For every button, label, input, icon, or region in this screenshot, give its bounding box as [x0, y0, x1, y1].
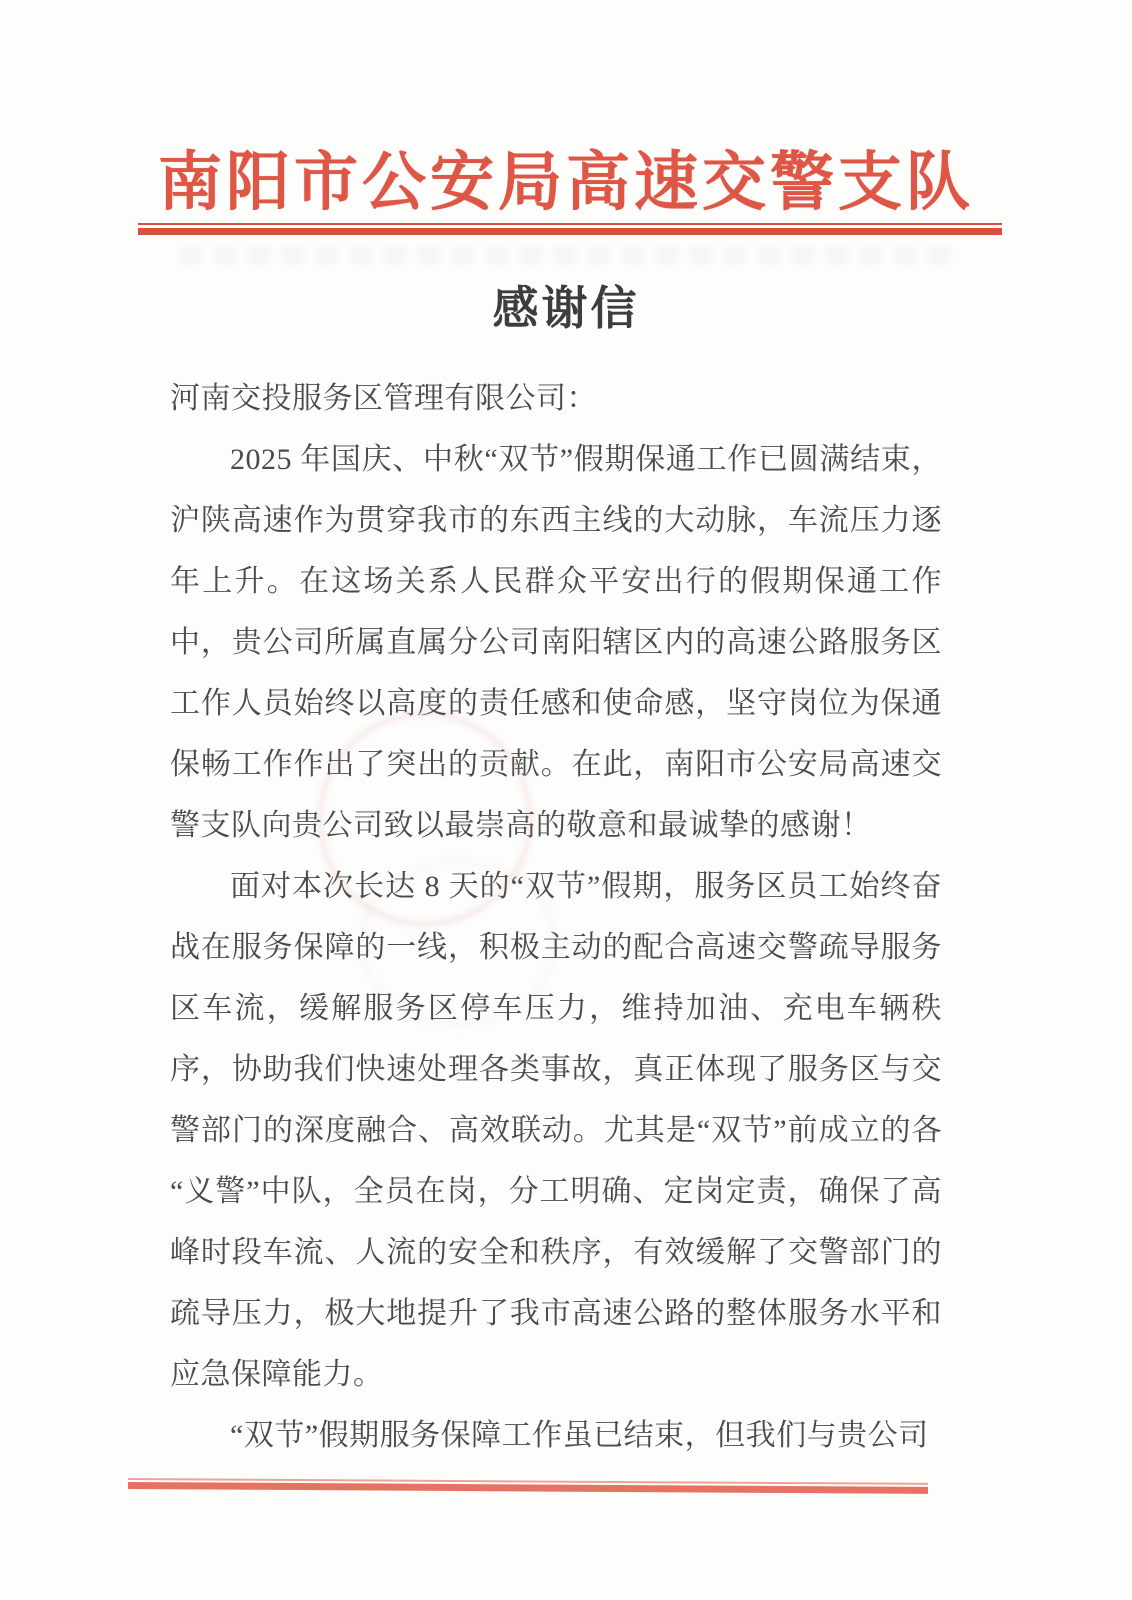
footer-rule: [128, 1478, 928, 1494]
page-bleedthrough-smudge: [180, 246, 960, 264]
body-paragraph-2: 面对本次长达 8 天的“双节”假期，服务区员工始终奋战在服务保障的一线，积极主动的配合高速交警疏导服务区车流，缓解服务区停车压力，维持加油、充电车辆秩序，协助我们快速处理各类事故，真正体现了服务区与交警部门的深度融合、高效联动。尤其是“双节”前成立的各“义警”中队，全员在岗，分工明确、定岗定责，确保了高峰时段车流、人流的安全和秩序，有效缓解了交警部门的疏导压力，极大地提升了我市高速公路的整体服务水平和应急保障能力。: [170, 870, 942, 1391]
body-paragraph-1: 2025 年国庆、中秋“双节”假期保通工作已圆满结束，沪陕高速作为贯穿我市的东西主线的大动脉，车流压力逐年上升。在这场关系人民群众平安出行的假期保通工作中，贵公司所属直属分公司南阳辖区内的高速公路服务区工作人员始终以高度的责任感和使命感，坚守岗位为保通保畅工作作出了突出的贡献。在此，南阳市公安局高速交警支队向贵公司致以最崇高的敬意和最诚挚的感谢！: [170, 443, 942, 842]
letter-title: 感谢信: [492, 283, 640, 334]
letter-body: [170, 368, 942, 1466]
salutation-line: 河南交投服务区管理有限公司：: [170, 382, 597, 415]
letterhead-title: 南阳市公安局高速交警支队: [158, 147, 974, 218]
letterhead-rule-thin-line: [138, 223, 1002, 225]
letterhead-double-rule: [138, 223, 1002, 235]
body-paragraph-3: “双节”假期服务保障工作虽已结束，但我们与贵公司: [230, 1419, 929, 1452]
letterhead-rule-thick-line: [138, 228, 1002, 235]
